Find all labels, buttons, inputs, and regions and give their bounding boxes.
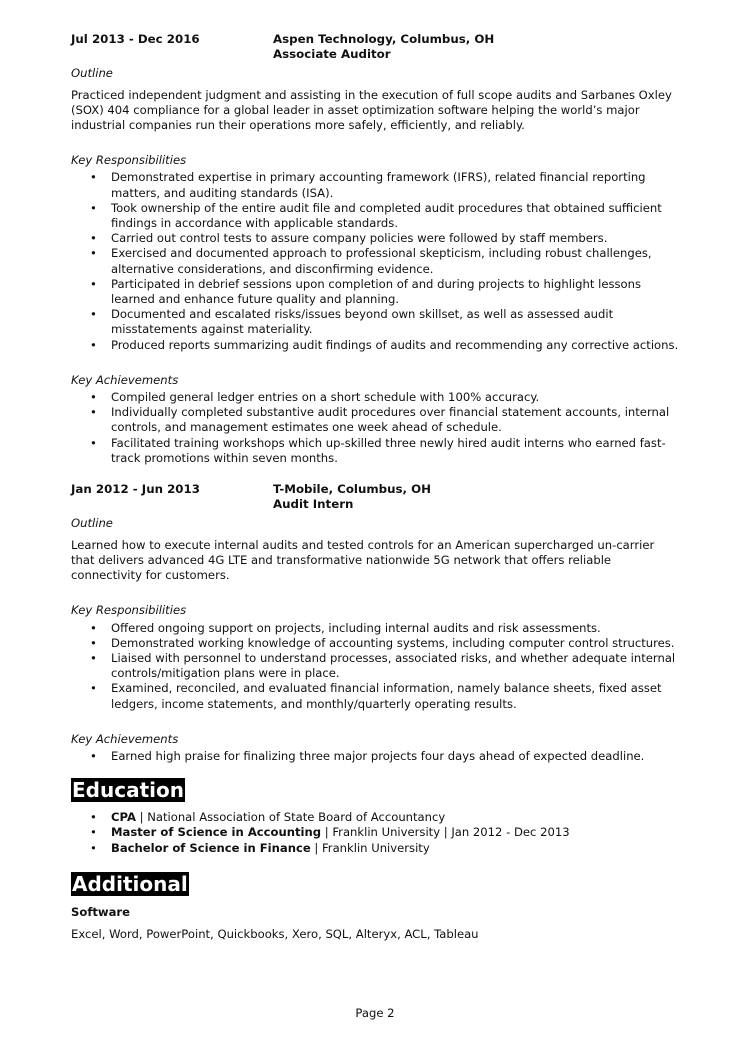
education-detail: | Franklin University — [310, 840, 430, 855]
job-entry — [71, 482, 680, 764]
achievements-label: Key Achievements — [71, 731, 179, 746]
achievements-list — [71, 390, 680, 466]
list-item: • Offered ongoing support on projects, including internal audits and risk assessments. — [111, 621, 680, 636]
software-list: Excel, Word, PowerPoint, Quickbooks, Xero, SQL, Alteryx, ACL, Tableau — [71, 926, 479, 941]
responsibilities-label: Key Responsibilities — [71, 153, 187, 168]
outline-text: Learned how to execute internal audits and tested controls for an American supercharged un-carrier that delivers advanced 4G LTE and transformative nationwide 5G network that offers reliable connectivity for customers. — [71, 537, 655, 583]
job-dates: Jul 2013 - Dec 2016 — [71, 32, 200, 46]
company-name: T-Mobile, Columbus, OH — [273, 482, 432, 497]
company-name: Aspen Technology, Columbus, OH — [273, 32, 495, 46]
list-item: • Individually completed substantive audit procedures over financial statement accounts, internal controls, and management estimates one week ahead of schedule. — [111, 405, 680, 435]
list-item: • Took ownership of the entire audit file and completed audit procedures that obtained sufficient findings in accordance with applicable standards. — [111, 201, 680, 231]
section-title-education: Education — [72, 778, 184, 803]
list-item: • Documented and escalated risks/issues beyond own skillset, as well as assessed audit misstatements against materiality. — [111, 307, 680, 337]
job-org — [273, 32, 680, 62]
job-title: Associate Auditor — [273, 47, 391, 62]
responsibilities-list — [71, 621, 680, 712]
achievements-label: Key Achievements — [71, 372, 179, 387]
outline-label: Outline — [71, 516, 113, 531]
job-org — [273, 482, 680, 512]
list-item — [111, 825, 680, 840]
list-item — [111, 810, 680, 825]
list-item: • Compiled general ledger entries on a short schedule with 100% accuracy. — [111, 390, 680, 405]
list-item: • Participated in debrief sessions upon completion of and during projects to highlight lessons learned and enhance future quality and planning. — [111, 277, 680, 307]
job-header — [71, 32, 680, 62]
page-number: Page 2 — [355, 1006, 395, 1020]
achievements-list — [71, 749, 680, 764]
list-item — [111, 841, 680, 856]
job-title: Audit Intern — [273, 497, 354, 512]
education-detail: | Franklin University | Jan 2012 - Dec 2013 — [321, 825, 570, 840]
list-item: • Examined, reconciled, and evaluated financial information, namely balance sheets, fixed asset ledgers, income statements, and monthly/quarterly operating results. — [111, 681, 680, 711]
list-item: • Liaised with personnel to understand processes, associated risks, and whether adequate internal controls/mitigation plans were in place. — [111, 651, 680, 681]
section-title-additional: Additional — [72, 871, 188, 896]
list-item: • Facilitated training workshops which up-skilled three newly hired audit interns who earned fast-track promotions within seven months. — [111, 436, 680, 466]
education-section — [71, 764, 680, 856]
education-credential: CPA — [111, 810, 136, 825]
responsibilities-list — [71, 170, 680, 352]
software-label: Software — [71, 904, 131, 919]
list-item: • Earned high praise for finalizing three major projects four days ahead of expected deadline. — [111, 749, 680, 764]
outline-text: Practiced independent judgment and assisting in the execution of full scope audits and Sarbanes Oxley (SOX) 404 compliance for a global leader in asset optimization software helping the world’s major industrial companies run their operations more safely, efficiently, and reliably. — [71, 87, 672, 133]
additional-section — [71, 856, 680, 942]
education-credential: Bachelor of Science in Finance — [111, 840, 311, 855]
job-header — [71, 482, 680, 512]
list-item: • Exercised and documented approach to professional skepticism, including robust challenges, alternative considerations, and disconfirming evidence. — [111, 246, 680, 276]
education-credential: Master of Science in Accounting — [111, 825, 322, 840]
education-list — [71, 810, 680, 856]
list-item: • Demonstrated working knowledge of accounting systems, including computer control structures. — [111, 636, 680, 651]
education-detail: | National Association of State Board of Accountancy — [135, 810, 446, 825]
job-dates: Jan 2012 - Jun 2013 — [71, 482, 200, 497]
job-entry — [71, 32, 680, 466]
list-item: • Produced reports summarizing audit findings of audits and recommending any corrective actions. — [111, 338, 680, 353]
responsibilities-label: Key Responsibilities — [71, 603, 187, 618]
list-item: • Carried out control tests to assure company policies were followed by staff members. — [111, 231, 680, 246]
list-item: • Demonstrated expertise in primary accounting framework (IFRS), related financial reporting matters, and auditing standards (ISA). — [111, 170, 680, 200]
outline-label: Outline — [71, 66, 113, 81]
